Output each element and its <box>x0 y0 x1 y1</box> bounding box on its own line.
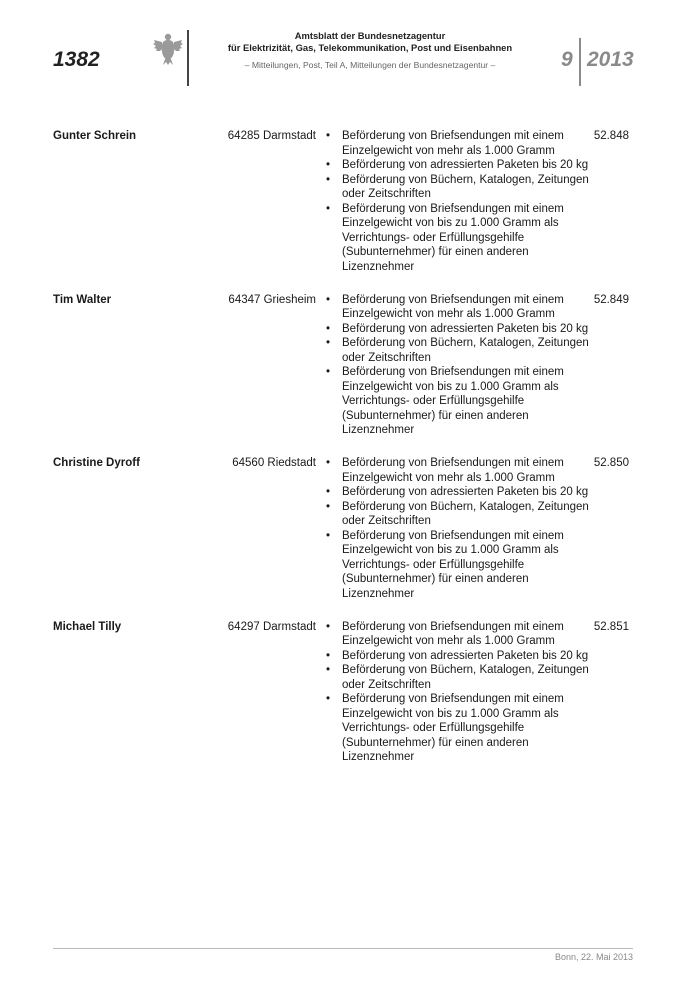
federal-eagle-icon <box>153 32 183 66</box>
licensee-location: 64347 Griesheim <box>228 293 316 306</box>
service-item: • Beförderung von Briefsendungen mit einem Einzelgewicht von bis zu 1.000 Gramm als Verrichtungs- oder Erfüllungsgehilfe (Subunternehmer) für einen anderen Lizenznehmer <box>326 529 594 602</box>
publication-title-line2: für Elektrizität, Gas, Telekommunikation, Post und Eisenbahnen <box>227 42 513 53</box>
licensee-location: 64560 Riedstadt <box>232 457 316 469</box>
service-item: • Beförderung von Briefsendungen mit einem Einzelgewicht von bis zu 1.000 Gramm als Verrichtungs- oder Erfüllungsgehilfe (Subunternehmer) für einen anderen Lizenznehmer <box>326 202 594 275</box>
publication-subtitle: – Mitteilungen, Post, Teil A, Mitteilungen der Bundesnetzagentur – <box>244 60 496 70</box>
service-list <box>326 456 594 601</box>
license-number: 52.850 <box>593 457 629 469</box>
license-number: 52.849 <box>593 293 629 306</box>
service-item: • Beförderung von Büchern, Katalogen, Zeitungen oder Zeitschriften <box>326 336 594 365</box>
publication-title <box>200 30 540 54</box>
service-item: • Beförderung von adressierten Paketen bis 20 kg <box>326 485 594 500</box>
service-item: • Beförderung von adressierten Paketen bis 20 kg <box>326 158 594 173</box>
licensee-name: Tim Walter <box>53 293 112 306</box>
license-number: 52.851 <box>593 620 629 633</box>
issue-number: 9 <box>561 48 573 71</box>
service-list <box>326 293 594 438</box>
licensee-name: Christine Dyroff <box>53 457 140 469</box>
licensee-location: 64297 Darmstadt <box>227 620 316 633</box>
service-item: • Beförderung von Briefsendungen mit einem Einzelgewicht von mehr als 1.000 Gramm <box>326 620 594 649</box>
service-item: • Beförderung von Briefsendungen mit einem Einzelgewicht von bis zu 1.000 Gramm als Verrichtungs- oder Erfüllungsgehilfe (Subunternehmer) für einen anderen Lizenznehmer <box>326 692 594 765</box>
service-item: • Beförderung von adressierten Paketen bis 20 kg <box>326 649 594 664</box>
service-item: • Beförderung von Briefsendungen mit einem Einzelgewicht von bis zu 1.000 Gramm als Verrichtungs- oder Erfüllungsgehilfe (Subunternehmer) für einen anderen Lizenznehmer <box>326 365 594 438</box>
service-item: • Beförderung von Büchern, Katalogen, Zeitungen oder Zeitschriften <box>326 500 594 529</box>
header-divider <box>187 30 189 86</box>
issue-divider <box>579 38 581 86</box>
footer-date: Bonn, 22. Mai 2013 <box>554 952 633 962</box>
service-item: • Beförderung von Briefsendungen mit einem Einzelgewicht von mehr als 1.000 Gramm <box>326 293 594 322</box>
service-item: • Beförderung von Büchern, Katalogen, Zeitungen oder Zeitschriften <box>326 173 594 202</box>
license-list <box>0 129 700 783</box>
license-entry <box>0 620 700 784</box>
issue-year: 2013 <box>587 48 634 71</box>
service-item: • Beförderung von Büchern, Katalogen, Zeitungen oder Zeitschriften <box>326 663 594 692</box>
licensee-name: Gunter Schrein <box>53 130 137 142</box>
service-list <box>326 129 594 274</box>
publication-title-line1: Amtsblatt der Bundesnetzagentur <box>294 30 446 41</box>
license-entry <box>0 456 700 620</box>
license-entry <box>0 129 700 293</box>
service-item: • Beförderung von Briefsendungen mit einem Einzelgewicht von mehr als 1.000 Gramm <box>326 456 594 485</box>
service-item: • Beförderung von Briefsendungen mit einem Einzelgewicht von mehr als 1.000 Gramm <box>326 129 594 158</box>
footer-divider <box>53 948 633 949</box>
licensee-name: Michael Tilly <box>53 620 122 633</box>
service-item: • Beförderung von adressierten Paketen bis 20 kg <box>326 322 594 337</box>
license-number: 52.848 <box>593 130 629 142</box>
page-number: 1382 <box>53 48 100 71</box>
license-entry <box>0 293 700 457</box>
service-list <box>326 620 594 765</box>
licensee-location: 64285 Darmstadt <box>227 130 316 142</box>
